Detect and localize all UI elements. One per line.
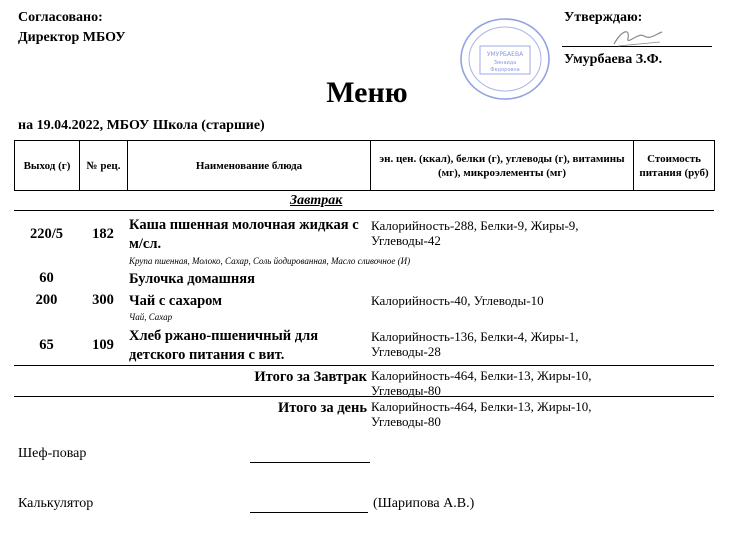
item-ingredients: Крупа пшенная, Молоко, Сахар, Соль йодированная, Масло сливочное (И) <box>129 256 411 266</box>
chef-signature-line <box>250 462 370 463</box>
calc-signature-line <box>250 512 368 513</box>
signature-icon <box>610 24 666 50</box>
approved-label: Согласовано: <box>18 10 103 25</box>
svg-text:Федоровна: Федоровна <box>490 67 520 73</box>
menu-subtitle: на 19.04.2022, МБОУ Школа (старшие) <box>18 118 265 133</box>
divider <box>14 365 714 366</box>
item-nutrition: Калорийность-288, Белки-9, Жиры-9, Углеводы-42 <box>371 218 579 248</box>
col-recipe: № рец. <box>80 141 128 191</box>
page-title: Меню <box>326 76 408 109</box>
item-output: 65 <box>39 337 54 353</box>
total-day-value: Калорийность-464, Белки-13, Жиры-10, Углеводы-80 <box>371 399 592 429</box>
approve-label: Утверждаю: <box>564 10 643 25</box>
col-output: Выход (г) <box>15 141 80 191</box>
item-ingredients: Чай, Сахар <box>129 312 173 322</box>
director-label: Директор МБОУ <box>18 30 126 45</box>
svg-text:Зинаида: Зинаида <box>493 60 517 66</box>
chef-label: Шеф-повар <box>18 446 87 461</box>
svg-text:УМУРБАЕВА: УМУРБАЕВА <box>486 51 524 58</box>
total-breakfast-label: Итого за Завтрак <box>254 369 367 385</box>
item-output: 60 <box>39 270 54 286</box>
menu-table-header <box>14 140 715 191</box>
section-divider <box>14 210 714 211</box>
section-title: Завтрак <box>290 193 343 208</box>
col-name: Наименование блюда <box>128 141 371 191</box>
divider <box>14 396 714 397</box>
approver-name: Умурбаева З.Ф. <box>564 52 663 67</box>
col-nutrition: эн. цен. (ккал), белки (г), углеводы (г), витамины (мг), микроэлементы (мг) <box>371 141 634 191</box>
calc-label: Калькулятор <box>18 496 94 511</box>
item-recipe: 109 <box>92 337 114 353</box>
calc-name: (Шарипова А.В.) <box>373 496 475 511</box>
col-cost: Стоимость питания (руб) <box>634 141 715 191</box>
total-day-label: Итого за день <box>277 400 367 416</box>
item-output: 220/5 <box>29 226 64 242</box>
item-name: Каша пшенная молочная жидкая с м/сл. <box>129 217 359 252</box>
item-recipe: 182 <box>92 226 114 242</box>
item-name: Булочка домашняя <box>129 271 255 287</box>
item-name: Хлеб ржано-пшеничный для детского питания с вит. <box>129 328 319 363</box>
item-nutrition: Калорийность-40, Углеводы-10 <box>371 293 544 308</box>
item-output: 200 <box>35 292 58 308</box>
total-breakfast-value: Калорийность-464, Белки-13, Жиры-10, Углеводы-80 <box>371 368 592 398</box>
item-nutrition: Калорийность-136, Белки-4, Жиры-1, Углеводы-28 <box>371 329 579 359</box>
item-recipe: 300 <box>92 292 114 308</box>
item-name: Чай с сахаром <box>129 293 223 309</box>
